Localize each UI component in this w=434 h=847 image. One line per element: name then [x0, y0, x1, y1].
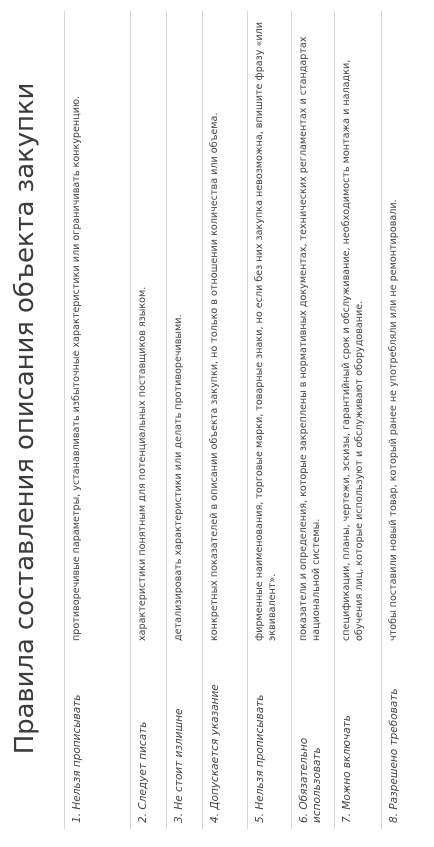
rule-description: противоречивые параметры, устанавливать избыточные характеристики или ограничивать конкуренцию.	[71, 95, 82, 641]
document-title: Правила составления описания объекта закупки	[10, 82, 40, 755]
rule-row-3	[167, 11, 203, 829]
rule-term: 1. Нельзя прописывать	[71, 694, 83, 823]
rule-row-4	[203, 11, 248, 829]
rule-term: 3. Не стоит излишне	[173, 708, 185, 823]
rule-description: конкретных показателей в описании объекта закупки, но только в отношении количества или объема.	[209, 112, 220, 641]
rule-description: детализировать характеристики или делать противоречивыми.	[173, 314, 184, 641]
rule-description: фирменные наименования, торговые марки, товарные знаки, но если без них закупка невозможна, впишите фразу «или эквивалент».	[254, 22, 278, 641]
rule-row-1	[65, 11, 131, 829]
rule-row-7	[335, 11, 382, 829]
rule-row-5	[248, 11, 292, 829]
rule-description: характеристики понятным для потенциальных поставщиков языком.	[137, 286, 148, 641]
rule-row-8	[382, 11, 422, 829]
rule-row-2	[131, 11, 167, 829]
rule-term: 8. Разрешено требовать	[388, 688, 400, 823]
rule-term: 5. Нельзя прописывать	[254, 694, 266, 823]
rule-term: 4. Допускается указание	[209, 684, 221, 823]
rule-term: 6. Обязательно использовать	[298, 737, 323, 823]
rule-term: 2. Следует писать	[137, 721, 149, 823]
rule-term: 7. Можно включать	[341, 715, 353, 823]
rule-row-6	[292, 11, 335, 829]
rule-description: спецификации, планы, чертежи, эскизы, гарантийный срок и обслуживание, необходимость монтажа и наладки, обучения лиц, которые используют и обслуживают оборудование.	[341, 59, 365, 641]
rules-table	[64, 11, 422, 829]
rule-description: показатели и определения, которые закреплены в нормативных документах, технических регламентах и стандартах национальной системы.	[298, 36, 322, 641]
rule-description: чтобы поставили новый товар, который ранее не употребляли или не ремонтировали.	[388, 199, 399, 641]
